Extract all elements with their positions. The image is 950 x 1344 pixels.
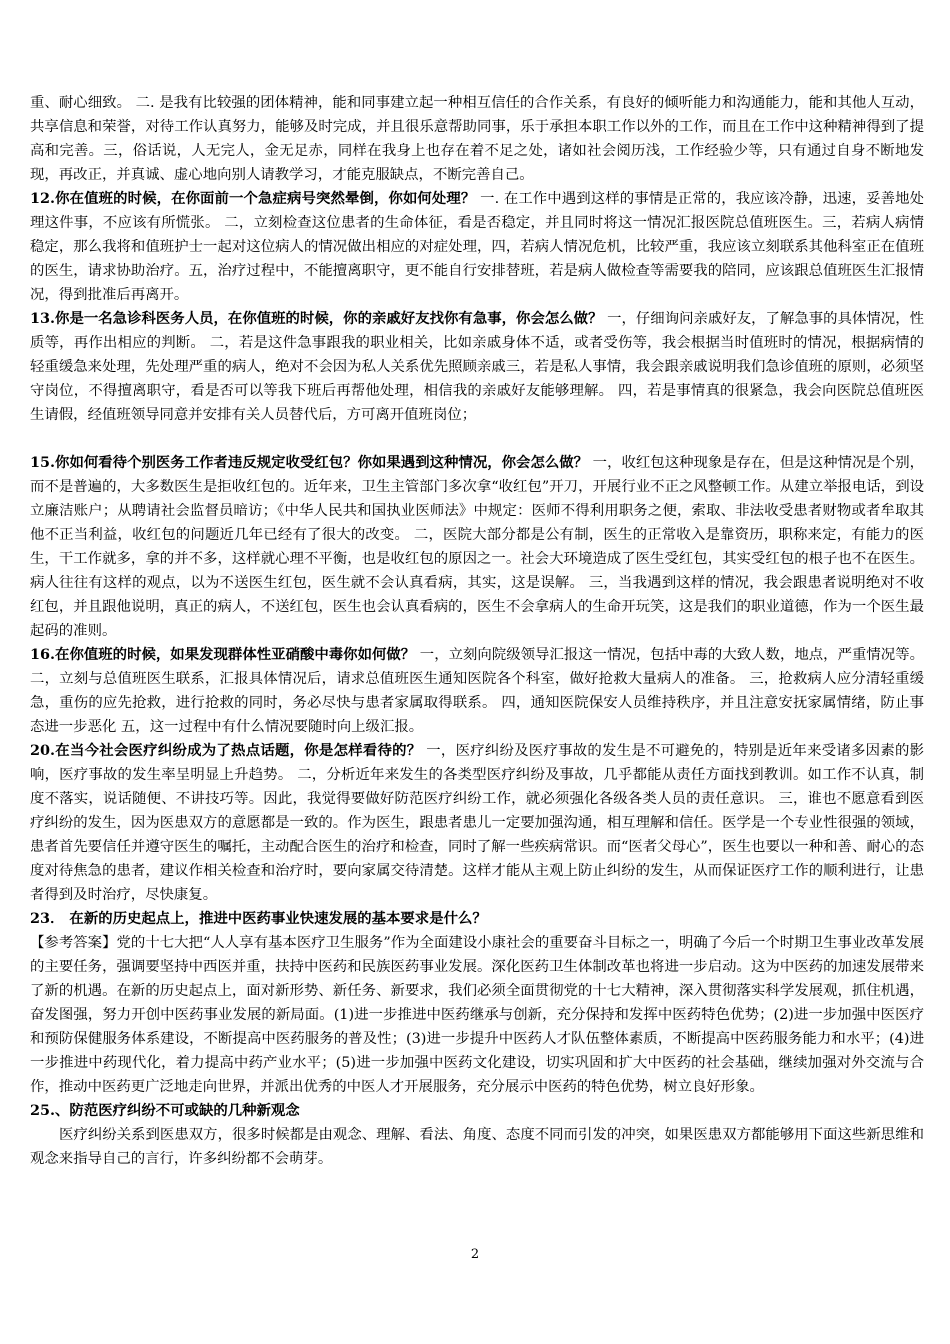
document-page [30,91,924,1171]
question-12 [30,187,924,307]
question-16 [30,643,924,739]
question-20-answer: 一，医疗纠纷及医疗事故的发生是不可避免的，特别是近年来受诸多因素的影响，医疗事故的发生率呈明显上升趋势。 二，分析近年来发生的各类型医疗纠纷及事故，几乎都能从责任方面找到教训。如工作不认真，制度不落实，说话随便、不讲技巧等。因此，我觉得要做好防范医疗纠纷工作，就必须强化各级各类人员的责任意识。 三，谁也不愿意看到医疗纠纷的发生，因为医患双方的意愿都是一致的。作为医生，跟患者患儿一定要加强沟通，相互理解和信任。医学是一个专业性很强的领域，患者首先要信任并遵守医生的嘱托，主动配合医生的治疗和检查，同时了解一些疾病常识。而“医者父母心”，医生也要以一种和善、耐心的态度对待焦急的患者，建议作相关检查和治疗时，要向家属交待清楚。这样才能从主观上防止纠纷的发生，从而保证医疗工作的顺利进行，让患者得到及时治疗，尽快康复。 [30,743,924,903]
question-23-answer: 【参考答案】党的十七大把“人人享有基本医疗卫生服务”作为全面建设小康社会的重要奋斗目标之一，明确了今后一个时期卫生事业改革发展的主要任务，强调要坚持中西医并重，扶持中医药和民族医药事业发展。深化医药卫生体制改革也将进一步启动。这为中医药的加速发展带来了新的机遇。在新的历史起点上，面对新形势、新任务、新要求，我们必须全面贯彻党的十七大精神，深入贯彻落实科学发展观，抓住机遇，奋发图强，努力开创中医药事业发展的新局面。(1)进一步推进中医药继承与创新，充分保持和发挥中医药特色优势；(2)进一步加强中医医疗和预防保健服务体系建设，不断提高中医药服务的普及性；(3)进一步提升中医药人才队伍整体素质，不断提高中医药服务能力和水平；(4)进一步推进中药现代化，着力提高中药产业水平；(5)进一步加强中医药文化建设，切实巩固和扩大中医药的社会基础，继续加强对外交流与合作，推动中医药更广泛地走向世界，并派出优秀的中医人才开展服务，充分展示中医药的特色优势，树立良好形象。 [30,935,924,1095]
paragraph-intro-text: 重、耐心细致。 二. 是我有比较强的团体精神，能和同事建立起一种相互信任的合作关系，有良好的倾听能力和沟通能力，能和其他人互动，共享信息和荣誉，对待工作认真努力，能够及时完成，并且很乐意帮助同事，乐于承担本职工作以外的工作，而且在工作中这种精神得到了提高和完善。三，俗话说，人无完人，金无足赤，同样在我身上也存在着不足之处，诸如社会阅历浅，工作经验少等，只有通过自身不断地发现，再改正，并真诚、虚心地向别人请教学习，才能克服缺点，不断完善自己。 [30,95,924,183]
page-number: 2 [470,1247,480,1262]
question-12-title: 12.你在值班的时候，在你面前一个急症病号突然晕倒，你如何处理？ [30,190,476,207]
question-15 [30,451,924,643]
question-13-answer: 一，仔细询问亲戚好友，了解急事的具体情况，性质等，再作出相应的判断。 二，若是这件急事跟我的职业相关，比如亲戚身体不适，或者受伤等，我会根据当时值班时的情况，根据病情的轻重缓急来处理，先处理严重的病人，绝对不会因为私人关系优先照顾亲戚三，若是私人事情，我会跟亲戚说明我们急诊值班的原则，必须坚守岗位，不得擅离职守，看是否可以等我下班后再帮他处理，相信我的亲戚好友能够理解。 四，若是事情真的很紧急，我会向医院总值班医生请假，经值班领导同意并安排有关人员替代后，方可离开值班岗位； [30,311,924,423]
question-23-heading: 23． 在新的历史起点上，推进中医药事业快速发展的基本要求是什么？ [30,910,487,927]
question-13 [30,307,924,427]
question-16-title: 16.在你值班的时候，如果发现群体性亚硝酸中毒你如何做？ [30,646,416,663]
paragraph-intro [30,91,924,187]
question-25-answer: 医疗纠纷关系到医患双方，很多时候都是由观念、理解、看法、角度、态度不同而引发的冲突，如果医患双方都能够用下面这些新思维和观念来指导自己的言行，许多纠纷都不会萌芽。 [30,1127,924,1167]
question-12-answer: 一. 在工作中遇到这样的事情是正常的，我应该冷静，迅速，妥善地处理这件事，不应该有所慌张。 二，立刻检查这位患者的生命体征，看是否稳定，并且同时将这一情况汇报医院总值班医生。三，若病人病情稳定，那么我将和值班护士一起对这位病人的情况做出相应的对症处理，四，若病人情况危机，比较严重，我应该立刻联系其他科室正在值班的医生，请求协助治疗。五，治疗过程中，不能擅离职守，更不能自行安排替班，若是病人做检查等需要我的陪同，应该跟总值班医生汇报情况，得到批准后再离开。 [30,191,924,303]
question-13-title: 13.你是一名急诊科医务人员，在你值班的时候，你的亲戚好友找你有急事，你会怎么做？ [30,310,603,327]
question-20 [30,739,924,907]
question-20-title: 20.在当今社会医疗纠纷成为了热点话题，你是怎样看待的？ [30,742,422,759]
question-15-title: 15.你如何看待个别医务工作者违反规定收受红包？你如果遇到这种情况，你会怎么做？ [30,454,589,471]
question-15-answer: 一，收红包这种现象是存在，但是这种情况是个别，而不是普遍的，大多数医生是拒收红包的。近年来，卫生主管部门多次拿“收红包”开刀，开展行业不正之风整顿工作。从建立举报电话，到设立廉洁账户；从聘请社会监督员暗访；《中华人民共和国执业医师法》中规定：医师不得利用职务之便，索取、非法收受患者财物或者牟取其他不正当利益，收红包的问题近几年已经有了很大的改变。 二，医院大部分都是公有制，医生的正常收入是靠资历，职称来定，有能力的医生，干工作就多，拿的并不多，这样就心理不平衡，也是收红包的原因之一。社会大环境造成了医生受红包，其实受红包的根子也不在医生。病人往往有这样的观点，以为不送医生红包，医生就不会认真看病，其实，这是误解。 三，当我遇到这样的情况，我会跟患者说明绝对不收红包，并且跟他说明，真正的病人，不送红包，医生也会认真看病的，医生不会拿病人的生命开玩笑，这是我们的职业道德，作为一个医生最起码的准则。 [30,455,924,639]
question-25-heading: 25.、防范医疗纠纷不可或缺的几种新观念 [30,1102,300,1119]
blank-line [30,427,924,451]
question-16-answer: 一，立刻向院级领导汇报这一情况，包括中毒的大致人数，地点，严重情况等。 二，立刻与总值班医生联系，汇报具体情况后，请求总值班医生通知医院各个科室，做好抢救大量病人的准备。 三，抢救病人应分清轻重缓急，重伤的应先抢救，进行抢救的同时，务必尽快与患者家属取得联系。 四，通知医院保安人员维持秩序，并且注意安抚家属情绪，防止事态进一步恶化 五，这一过程中有什么情况要随时向上级汇报。 [30,647,924,735]
